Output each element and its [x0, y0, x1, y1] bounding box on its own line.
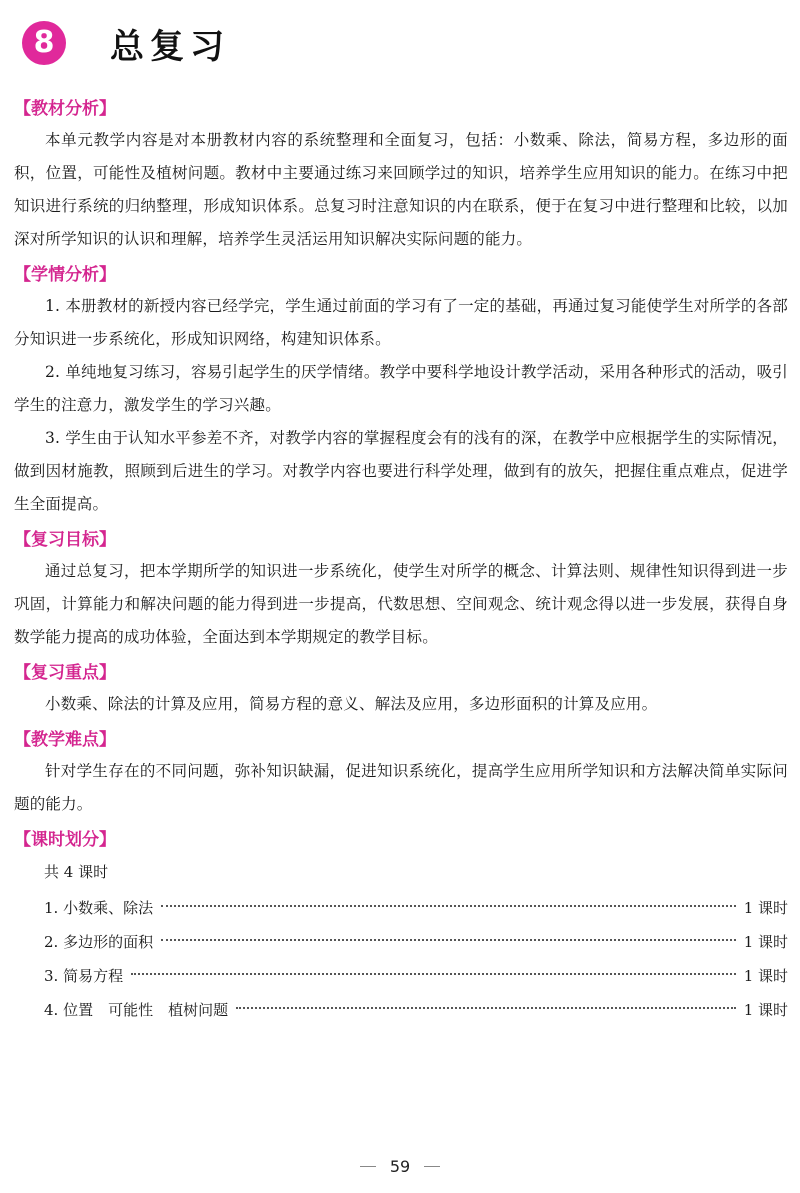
dot-leader — [236, 1007, 736, 1009]
dot-leader — [131, 973, 736, 975]
schedule-item-value: 1 课时 — [743, 1001, 788, 1019]
page-title: 总复习 — [110, 26, 230, 67]
section-title: 【复习目标】 — [14, 530, 116, 550]
schedule-item-value: 1 课时 — [743, 899, 788, 917]
paragraph: 1. 本册教材的新授内容已经学完，学生通过前面的学习有了一定的基础，再通过复习能使学生对所学的各部分知识进一步系统化，形成知识网络，构建知识体系。 — [14, 297, 788, 348]
page-number: 59 — [389, 1157, 411, 1176]
section-title: 【教学难点】 — [14, 730, 116, 750]
footer-dash — [424, 1166, 440, 1167]
schedule-item-value: 1 课时 — [743, 967, 788, 985]
schedule-item — [14, 993, 788, 1027]
section-lesson-schedule — [14, 825, 788, 1027]
schedule-item — [14, 891, 788, 925]
schedule-list — [14, 891, 788, 1027]
section-teaching-difficulties — [14, 725, 788, 821]
paragraph: 2. 单纯地复习练习，容易引起学生的厌学情绪。教学中要科学地设计教学活动，采用各种形式的活动，吸引学生的注意力，激发学生的学习兴趣。 — [14, 363, 788, 414]
section-review-goals — [14, 525, 788, 654]
schedule-item — [14, 959, 788, 993]
section-title: 【学情分析】 — [14, 265, 116, 285]
total-lessons: 共 4 课时 — [44, 863, 109, 881]
dot-leader — [161, 939, 736, 941]
schedule-item — [14, 925, 788, 959]
paragraph: 小数乘、除法的计算及应用，简易方程的意义、解法及应用，多边形面积的计算及应用。 — [45, 695, 658, 713]
schedule-item-label: 3. 简易方程 — [44, 967, 124, 985]
schedule-item-label: 2. 多边形的面积 — [44, 933, 154, 951]
footer-dash — [360, 1166, 376, 1167]
paragraph: 本单元教学内容是对本册教材内容的系统整理和全面复习，包括：小数乘、除法，简易方程，多边形的面积，位置，可能性及植树问题。教材中主要通过练习来回顾学过的知识，培养学生应用知识的能力。在练习中把知识进行系统的归纳整理，形成知识体系。总复习时注意知识的内在联系，便于在复习中进行整理和比较，以加深对所学知识的认识和理解，培养学生灵活运用知识解决实际问题的能力。 — [14, 131, 788, 248]
schedule-item-label: 4. 位置 可能性 植树问题 — [44, 1001, 229, 1019]
section-learner-analysis — [14, 260, 788, 521]
section-title: 【教材分析】 — [14, 99, 116, 119]
page-footer — [0, 1157, 800, 1176]
chapter-number-badge: 8 — [22, 21, 66, 65]
paragraph: 通过总复习，把本学期所学的知识进一步系统化，使学生对所学的概念、计算法则、规律性知识得到进一步巩固，计算能力和解决问题的能力得到进一步提高，代数思想、空间观念、统计观念得以进一步发展，获得自身数学能力提高的成功体验，全面达到本学期规定的教学目标。 — [14, 562, 788, 646]
chapter-header — [22, 20, 230, 66]
section-review-focus — [14, 658, 788, 721]
section-material-analysis — [14, 94, 788, 256]
paragraph: 3. 学生由于认知水平参差不齐，对教学内容的掌握程度会有的浅有的深，在教学中应根据学生的实际情况，做到因材施教，照顾到后进生的学习。对教学内容也要进行科学处理，做到有的放矢，把握住重点难点，促进学生全面提高。 — [14, 429, 788, 513]
paragraph: 针对学生存在的不同问题，弥补知识缺漏，促进知识系统化，提高学生应用所学知识和方法解决简单实际问题的能力。 — [14, 762, 788, 813]
schedule-item-label: 1. 小数乘、除法 — [44, 899, 154, 917]
section-title: 【复习重点】 — [14, 663, 116, 683]
content — [14, 90, 788, 1027]
schedule-item-value: 1 课时 — [743, 933, 788, 951]
section-title: 【课时划分】 — [14, 830, 116, 850]
dot-leader — [161, 905, 736, 907]
